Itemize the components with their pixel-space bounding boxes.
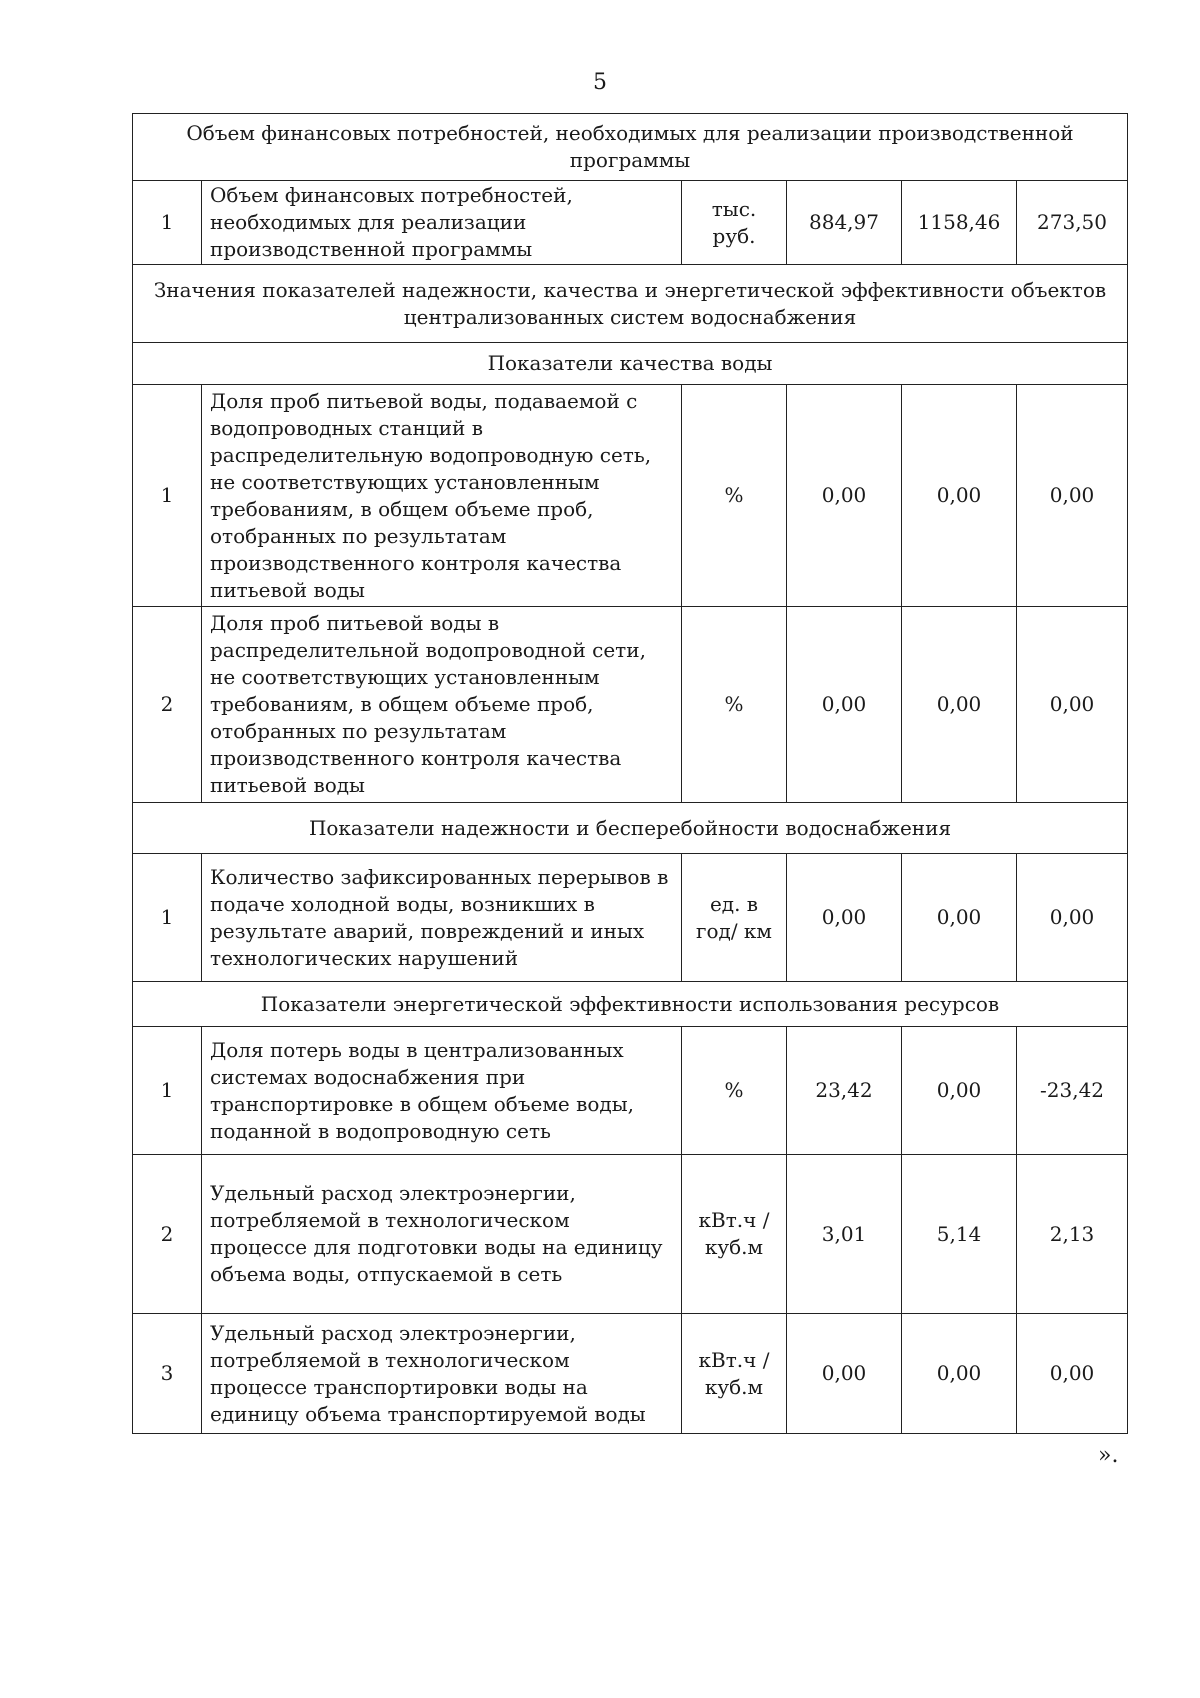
table-row [133, 854, 1128, 982]
row-value-2: 1158,46 [902, 181, 1017, 265]
row-unit: ед. в год/ км [682, 854, 787, 982]
row-value-3: -23,42 [1017, 1027, 1128, 1155]
row-number: 1 [133, 385, 202, 607]
row-value-1: 0,00 [787, 1314, 902, 1434]
indicators-table [132, 113, 1128, 1434]
row-description: Доля проб питьевой воды в распределительной водопроводной сети, не соответствующих установленным требованиям, в общем объеме проб, отобранных по результатам производственного контроля качества питьевой воды [202, 607, 682, 803]
section-header-row [133, 265, 1128, 343]
row-number: 3 [133, 1314, 202, 1434]
table-row [133, 1314, 1128, 1434]
row-value-2: 0,00 [902, 1027, 1017, 1155]
row-value-1: 23,42 [787, 1027, 902, 1155]
row-value-1: 3,01 [787, 1155, 902, 1314]
row-unit: кВт.ч / куб.м [682, 1314, 787, 1434]
section-title: Объем финансовых потребностей, необходимых для реализации производственной программы [133, 114, 1128, 181]
row-number: 2 [133, 1155, 202, 1314]
row-unit: тыс. руб. [682, 181, 787, 265]
section-title: Значения показателей надежности, качества и энергетической эффективности объектов централизованных систем водоснабжения [133, 265, 1128, 343]
row-value-2: 5,14 [902, 1155, 1017, 1314]
table-row [133, 607, 1128, 803]
row-value-3: 2,13 [1017, 1155, 1128, 1314]
row-description: Объем финансовых потребностей, необходимых для реализации производственной программы [202, 181, 682, 265]
row-unit: % [682, 1027, 787, 1155]
table-row [133, 385, 1128, 607]
row-value-3: 0,00 [1017, 607, 1128, 803]
row-description: Удельный расход электроэнергии, потребляемой в технологическом процессе для подготовки воды на единицу объема воды, отпускаемой в сеть [202, 1155, 682, 1314]
row-value-1: 0,00 [787, 607, 902, 803]
page-number: 5 [593, 70, 607, 95]
row-value-2: 0,00 [902, 385, 1017, 607]
row-description: Удельный расход электроэнергии, потребляемой в технологическом процессе транспортировки воды на единицу объема транспортируемой воды [202, 1314, 682, 1434]
section-header-row [133, 114, 1128, 181]
row-value-3: 0,00 [1017, 854, 1128, 982]
closing-quote-mark: ». [1098, 1443, 1119, 1468]
section-header-row [133, 982, 1128, 1027]
row-number: 1 [133, 181, 202, 265]
row-value-3: 0,00 [1017, 385, 1128, 607]
row-description: Количество зафиксированных перерывов в подаче холодной воды, возникших в результате аварий, повреждений и иных технологических нарушений [202, 854, 682, 982]
section-header-row [133, 343, 1128, 385]
table-row [133, 1027, 1128, 1155]
row-number: 1 [133, 1027, 202, 1155]
table-row [133, 1155, 1128, 1314]
row-value-2: 0,00 [902, 607, 1017, 803]
section-title: Показатели энергетической эффективности использования ресурсов [133, 982, 1128, 1027]
row-number: 1 [133, 854, 202, 982]
row-value-2: 0,00 [902, 854, 1017, 982]
row-value-1: 884,97 [787, 181, 902, 265]
row-description: Доля потерь воды в централизованных системах водоснабжения при транспортировке в общем объеме воды, поданной в водопроводную сеть [202, 1027, 682, 1155]
section-title: Показатели надежности и бесперебойности водоснабжения [133, 803, 1128, 854]
row-unit: % [682, 385, 787, 607]
row-unit: % [682, 607, 787, 803]
row-value-2: 0,00 [902, 1314, 1017, 1434]
row-value-1: 0,00 [787, 385, 902, 607]
table-row [133, 181, 1128, 265]
row-description: Доля проб питьевой воды, подаваемой с водопроводных станций в распределительную водопроводную сеть, не соответствующих установленным требованиям, в общем объеме проб, отобранных по результатам производственного контроля качества питьевой воды [202, 385, 682, 607]
row-unit: кВт.ч / куб.м [682, 1155, 787, 1314]
section-title: Показатели качества воды [133, 343, 1128, 385]
row-value-3: 273,50 [1017, 181, 1128, 265]
row-value-3: 0,00 [1017, 1314, 1128, 1434]
row-number: 2 [133, 607, 202, 803]
row-value-1: 0,00 [787, 854, 902, 982]
section-header-row [133, 803, 1128, 854]
